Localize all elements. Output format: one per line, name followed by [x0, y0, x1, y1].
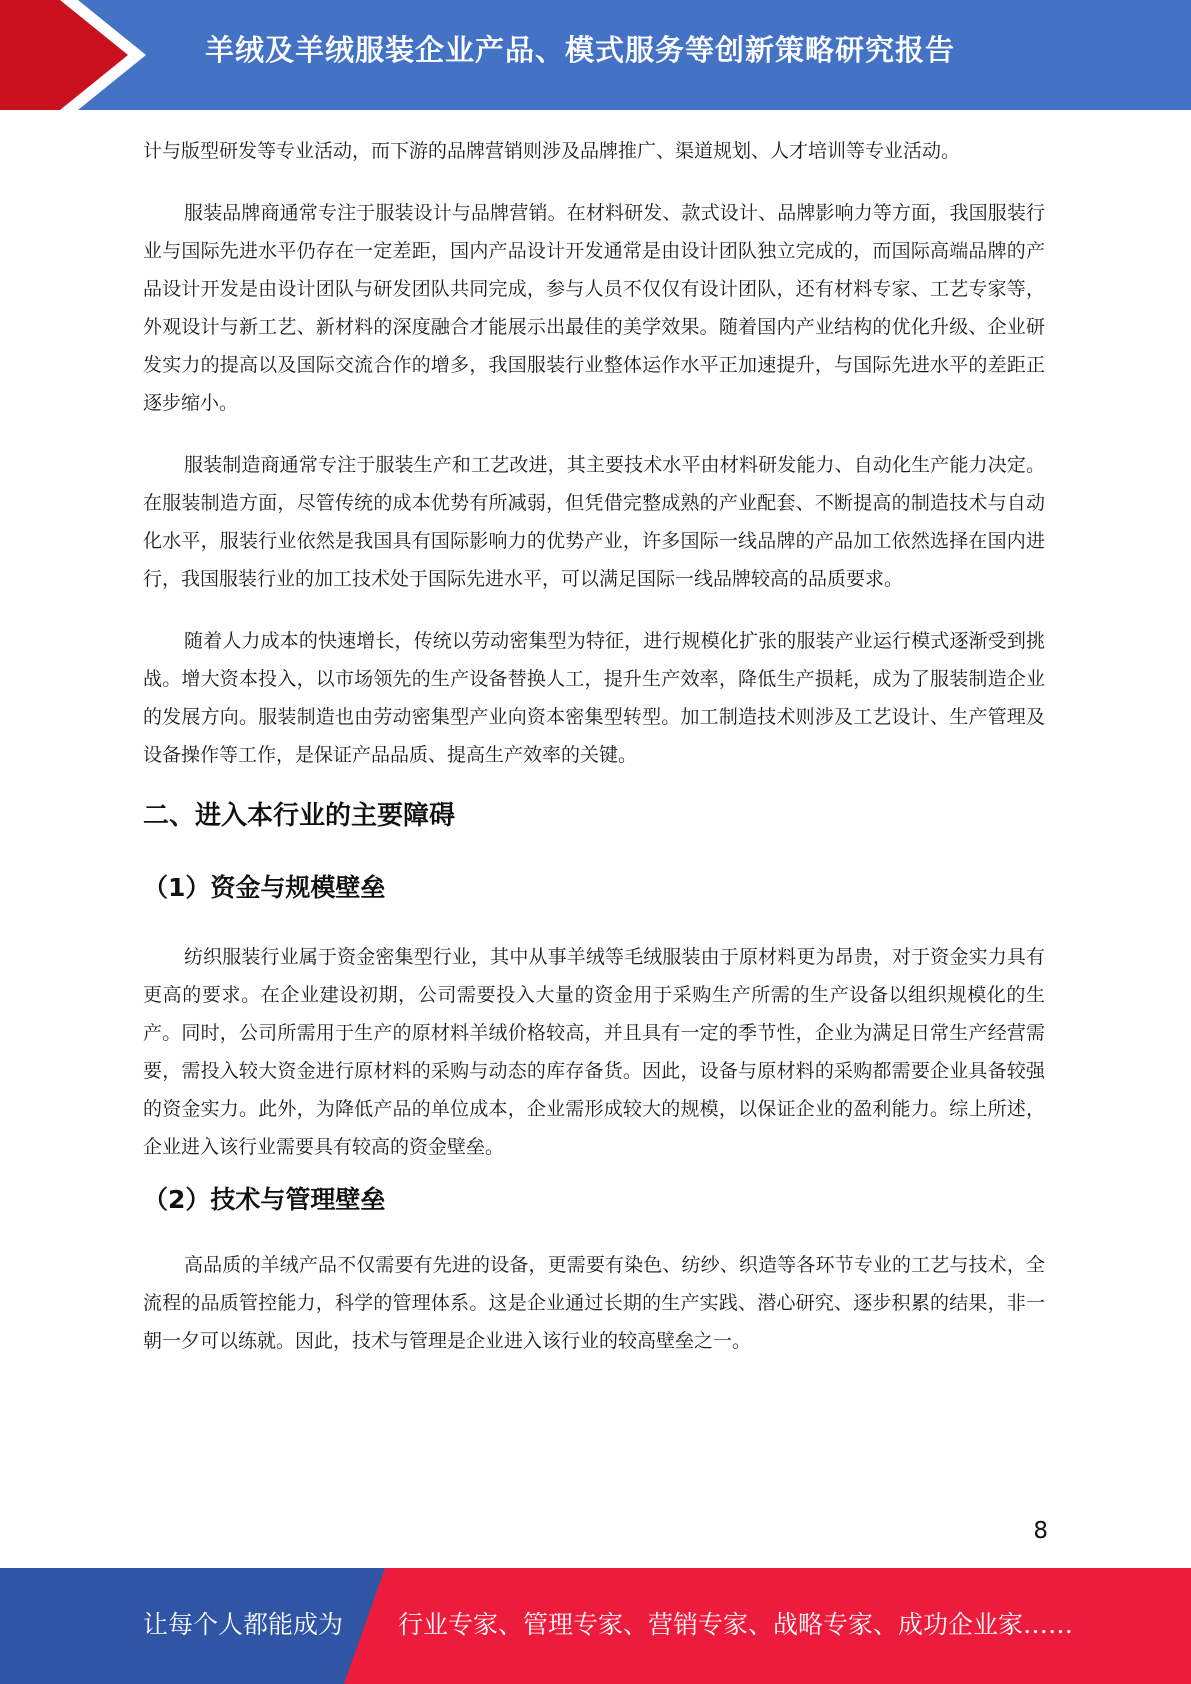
paragraph: 计与版型研发等专业活动，而下游的品牌营销则涉及品牌推广、渠道规划、人才培训等专业活动。 [143, 140, 961, 162]
paragraph: 高品质的羊绒产品不仅需要有先进的设备，更需要有染色、纺纱、织造等各环节专业的工艺与技术，全流程的品质管控能力，科学的管理体系。这是企业通过长期的生产实践、潜心研究、逐步积累的结果，非一朝一夕可以练就。因此，技术与管理是企业进入该行业的较高壁垒之一。 [143, 1254, 1045, 1352]
subsection-heading: （2）技术与管理壁垒 [143, 1185, 386, 1214]
page-number: 8 [1033, 1518, 1048, 1544]
footer-banner [0, 1568, 1191, 1684]
document-body [143, 132, 1045, 1360]
footer-slogan-right: 行业专家、管理专家、营销专家、战略专家、成功企业家…… [398, 1610, 1074, 1639]
paragraph: 服装制造商通常专注于服装生产和工艺改进，其主要技术水平由材料研发能力、自动化生产能力决定。在服装制造方面，尽管传统的成本优势有所减弱，但凭借完整成熟的产业配套、不断提高的制造技术与自动化水平，服装行业依然是我国具有国际影响力的优势产业，许多国际一线品牌的产品加工依然选择在国内进行，我国服装行业的加工技术处于国际先进水平，可以满足国际一线品牌较高的品质要求。 [143, 454, 1045, 590]
paragraph: 服装品牌商通常专注于服装设计与品牌营销。在材料研发、款式设计、品牌影响力等方面，我国服装行业与国际先进水平仍存在一定差距，国内产品设计开发通常是由设计团队独立完成的，而国际高端品牌的产品设计开发是由设计团队与研发团队共同完成，参与人员不仅仅有设计团队，还有材料专家、工艺专家等，外观设计与新工艺、新材料的深度融合才能展示出最佳的美学效果。随着国内产业结构的优化升级、企业研发实力的提高以及国际交流合作的增多，我国服装行业整体运作水平正加速提升，与国际先进水平的差距正逐步缩小。 [143, 202, 1045, 414]
footer-slogan-left: 让每个人都能成为 [143, 1610, 344, 1639]
paragraph: 随着人力成本的快速增长，传统以劳动密集型为特征，进行规模化扩张的服装产业运行模式逐渐受到挑战。增大资本投入，以市场领先的生产设备替换人工，提升生产效率，降低生产损耗，成为了服装制造企业的发展方向。服装制造也由劳动密集型产业向资本密集型转型。加工制造技术则涉及工艺设计、生产管理及设备操作等工作，是保证产品品质、提高生产效率的关键。 [143, 630, 1045, 766]
paragraph: 纺织服装行业属于资金密集型行业，其中从事羊绒等毛绒服装由于原材料更为昂贵，对于资金实力具有更高的要求。在企业建设初期，公司需要投入大量的资金用于采购生产所需的生产设备以组织规模化的生产。同时，公司所需用于生产的原材料羊绒价格较高，并且具有一定的季节性，企业为满足日常生产经营需要，需投入较大资金进行原材料的采购与动态的库存备货。因此，设备与原材料的采购都需要企业具备较强的资金实力。此外，为降低产品的单位成本，企业需形成较大的规模，以保证企业的盈利能力。综上所述，企业进入该行业需要具有较高的资金壁垒。 [143, 946, 1045, 1158]
header-banner [0, 0, 1191, 110]
section-heading: 二、进入本行业的主要障碍 [143, 801, 456, 831]
subsection-heading: （1）资金与规模壁垒 [143, 873, 386, 902]
report-title: 羊绒及羊绒服装企业产品、模式服务等创新策略研究报告 [205, 33, 956, 67]
